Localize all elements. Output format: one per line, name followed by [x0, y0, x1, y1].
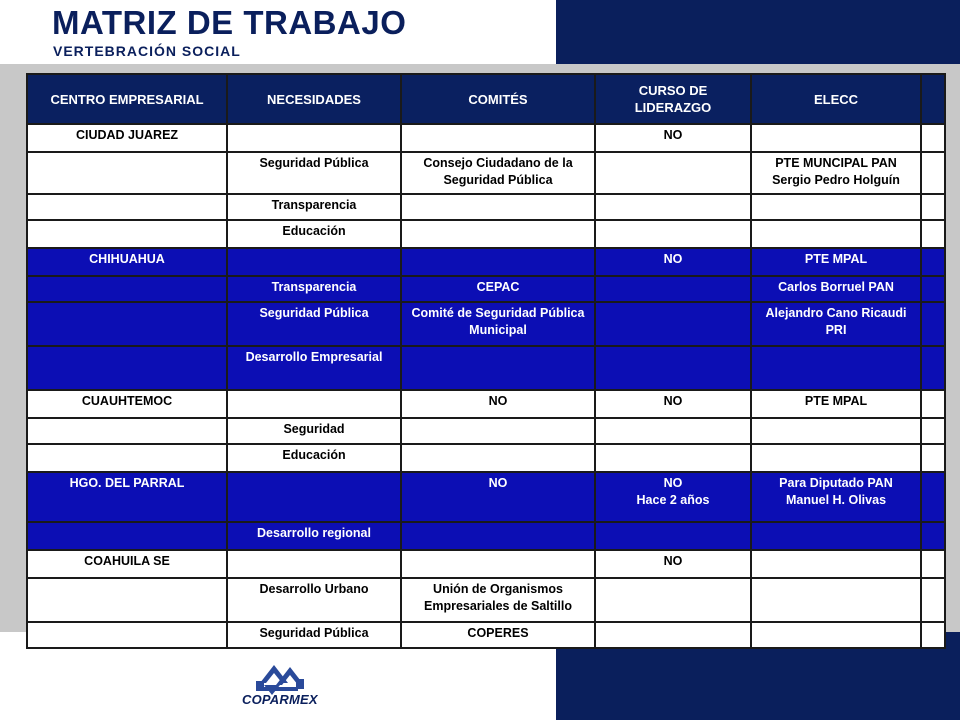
- table-cell: PTE MUNCIPAL PAN Sergio Pedro Holguín: [751, 152, 921, 194]
- work-matrix-table: [26, 73, 946, 649]
- table-cell: Comité de Seguridad Pública Municipal: [401, 302, 595, 346]
- table-cell: [921, 418, 945, 444]
- table-row: [27, 444, 945, 472]
- table-cell: [27, 578, 227, 622]
- table-row: [27, 390, 945, 418]
- table-cell: Desarrollo Empresarial: [227, 346, 401, 390]
- table-cell: [921, 248, 945, 276]
- table-cell: Transparencia: [227, 276, 401, 302]
- table-cell: [595, 444, 751, 472]
- table-cell: [227, 390, 401, 418]
- center-name-cell: CIUDAD JUAREZ: [27, 124, 227, 152]
- table-cell: NO: [595, 550, 751, 578]
- column-header: [921, 74, 945, 124]
- table-cell: PTE MPAL: [751, 248, 921, 276]
- table-cell: [27, 302, 227, 346]
- table-cell: Alejandro Cano Ricaudi PRI: [751, 302, 921, 346]
- table-cell: [401, 444, 595, 472]
- table-cell: [751, 124, 921, 152]
- table-cell: [27, 220, 227, 248]
- table-cell: [27, 152, 227, 194]
- table-cell: [27, 522, 227, 550]
- table-cell: [27, 346, 227, 390]
- table-cell: [27, 444, 227, 472]
- table-cell: [595, 220, 751, 248]
- table-cell: [921, 522, 945, 550]
- table-cell: Unión de Organismos Empresariales de Saltillo: [401, 578, 595, 622]
- center-name-cell: CUAUHTEMOC: [27, 390, 227, 418]
- table-cell: [751, 346, 921, 390]
- table-cell: [227, 550, 401, 578]
- table-row: [27, 550, 945, 578]
- table-header-row: [27, 74, 945, 124]
- table-cell: [401, 550, 595, 578]
- center-name-cell: HGO. DEL PARRAL: [27, 472, 227, 522]
- table-cell: NO: [595, 390, 751, 418]
- page-title: MATRIZ DE TRABAJO: [52, 4, 407, 41]
- table-cell: NO: [595, 124, 751, 152]
- table-cell: Desarrollo Urbano: [227, 578, 401, 622]
- table-cell: [921, 220, 945, 248]
- table-row: [27, 152, 945, 194]
- table-cell: [921, 622, 945, 648]
- table-cell: [227, 248, 401, 276]
- table-cell: [921, 346, 945, 390]
- table-row: [27, 578, 945, 622]
- table-cell: [921, 390, 945, 418]
- table-cell: [401, 220, 595, 248]
- coparmex-logo-icon: [240, 655, 330, 717]
- table-cell: Educación: [227, 220, 401, 248]
- table-cell: [921, 152, 945, 194]
- table-cell: Seguridad Pública: [227, 622, 401, 648]
- table-cell: NO Hace 2 años: [595, 472, 751, 522]
- table-row: [27, 194, 945, 220]
- table-cell: [751, 194, 921, 220]
- table-cell: Consejo Ciudadano de la Seguridad Pública: [401, 152, 595, 194]
- table-cell: COPERES: [401, 622, 595, 648]
- table-row: [27, 622, 945, 648]
- page-subtitle: VERTEBRACIÓN SOCIAL: [53, 43, 241, 59]
- table-cell: [27, 622, 227, 648]
- table-cell: Seguridad Pública: [227, 152, 401, 194]
- center-name-cell: CHIHUAHUA: [27, 248, 227, 276]
- table-cell: [595, 152, 751, 194]
- column-header: CURSO DE LIDERAZGO: [595, 74, 751, 124]
- table-cell: [27, 276, 227, 302]
- table-row: [27, 124, 945, 152]
- table-row: [27, 418, 945, 444]
- table-cell: [751, 220, 921, 248]
- table-cell: [751, 622, 921, 648]
- table-cell: [595, 302, 751, 346]
- table-cell: PTE MPAL: [751, 390, 921, 418]
- table-cell: NO: [595, 248, 751, 276]
- table-cell: Para Diputado PAN Manuel H. Olivas: [751, 472, 921, 522]
- table-cell: [401, 194, 595, 220]
- table-cell: [921, 472, 945, 522]
- table-cell: [401, 418, 595, 444]
- table-cell: [751, 578, 921, 622]
- column-header: NECESIDADES: [227, 74, 401, 124]
- table-cell: Desarrollo regional: [227, 522, 401, 550]
- table-cell: Seguridad: [227, 418, 401, 444]
- table-cell: [595, 418, 751, 444]
- table-cell: [751, 522, 921, 550]
- table-row: [27, 276, 945, 302]
- table-cell: [921, 550, 945, 578]
- table-cell: [595, 194, 751, 220]
- table-cell: NO: [401, 390, 595, 418]
- table-cell: [751, 418, 921, 444]
- table-cell: [27, 194, 227, 220]
- table-cell: [595, 622, 751, 648]
- table-cell: [921, 124, 945, 152]
- table-cell: Seguridad Pública: [227, 302, 401, 346]
- table-cell: [227, 472, 401, 522]
- table-cell: [921, 302, 945, 346]
- table-cell: Educación: [227, 444, 401, 472]
- table-cell: Transparencia: [227, 194, 401, 220]
- table-row: [27, 302, 945, 346]
- table-cell: [595, 522, 751, 550]
- table-cell: CEPAC: [401, 276, 595, 302]
- center-name-cell: COAHUILA SE: [27, 550, 227, 578]
- table-row: [27, 472, 945, 522]
- table-row: [27, 220, 945, 248]
- table-body: [27, 124, 945, 648]
- table-cell: [921, 276, 945, 302]
- table-cell: NO: [401, 472, 595, 522]
- table-cell: [595, 276, 751, 302]
- table-row: [27, 346, 945, 390]
- column-header: CENTRO EMPRESARIAL: [27, 74, 227, 124]
- table-row: [27, 522, 945, 550]
- table-cell: [921, 444, 945, 472]
- top-right-banner: [556, 0, 960, 64]
- table-cell: [27, 418, 227, 444]
- column-header: COMITÉS: [401, 74, 595, 124]
- table-cell: [595, 346, 751, 390]
- column-header: ELECC: [751, 74, 921, 124]
- table-cell: [401, 522, 595, 550]
- table-cell: [401, 346, 595, 390]
- table-cell: [751, 444, 921, 472]
- table-row: [27, 248, 945, 276]
- table-cell: [921, 578, 945, 622]
- table-cell: [751, 550, 921, 578]
- table-cell: [227, 124, 401, 152]
- coparmex-logo-text: COPARMEX: [242, 692, 318, 707]
- table-cell: [401, 248, 595, 276]
- table-cell: Carlos Borruel PAN: [751, 276, 921, 302]
- table-cell: [401, 124, 595, 152]
- table-cell: [595, 578, 751, 622]
- table-cell: [921, 194, 945, 220]
